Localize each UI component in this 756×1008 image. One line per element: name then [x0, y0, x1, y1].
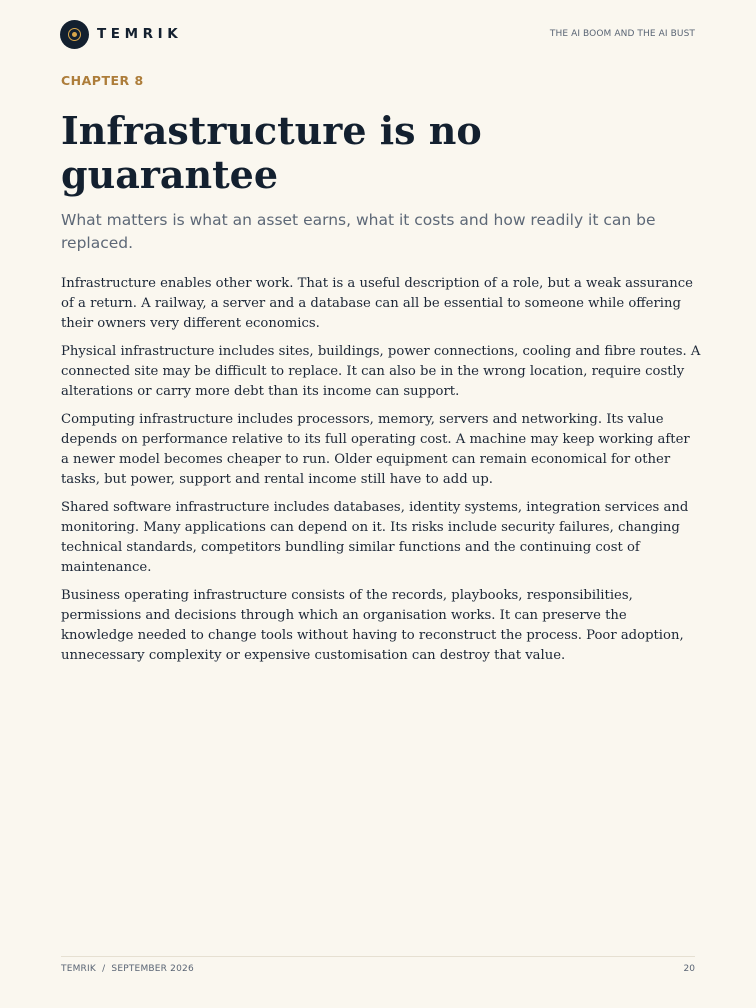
body-paragraph: Physical infrastructure includes sites, buildings, power connections, cooling and fibre routes. A connected site may be difficult to replace. It can also be in the wrong location, require costly alterations or carry more debt than its income can support.: [61, 344, 701, 399]
body-paragraph: Shared software infrastructure includes databases, identity systems, integration services and monitoring. Many applications can depend on it. Its risks include security failures, changing technical standards, competitors bundling similar functions and the continuing cost of maintenance.: [61, 500, 689, 575]
page-number: 20: [683, 964, 695, 974]
chapter-subtitle: What matters is what an asset earns, what it costs and how readily it can be replaced.: [61, 211, 656, 252]
temrik-logo-icon: [60, 20, 89, 49]
body-paragraph: Infrastructure enables other work. That is a useful description of a role, but a weak assurance of a return. A railway, a server and a database can all be essential to someone while offering their owners very different economics.: [61, 276, 693, 331]
body-paragraph: Business operating infrastructure consists of the records, playbooks, responsibilities, permissions and decisions through which an organisation works. It can preserve the knowledge needed to change tools without having to reconstruct the process. Poor adoption, unnecessary complexity or expensive customisation can destroy that value.: [61, 588, 684, 663]
footer-divider: [61, 956, 695, 957]
chapter-title: Infrastructure is no guarantee: [61, 108, 482, 197]
brand-name: TEMRIK: [97, 26, 183, 42]
logo-dot: [72, 32, 77, 37]
chapter-label: CHAPTER 8: [61, 73, 144, 88]
body-text: [61, 274, 701, 674]
body-paragraph: Computing infrastructure includes processors, memory, servers and networking. Its value depends on performance relative to its full operating cost. A machine may keep working after a newer model becomes cheaper to run. Older equipment can remain economical for other tasks, but power, support and rental income still have to add up.: [61, 412, 690, 487]
running-head-title: THE AI BOOM AND THE AI BUST: [549, 29, 695, 39]
footer-publication-info: TEMRIK / SEPTEMBER 2026: [61, 964, 194, 974]
